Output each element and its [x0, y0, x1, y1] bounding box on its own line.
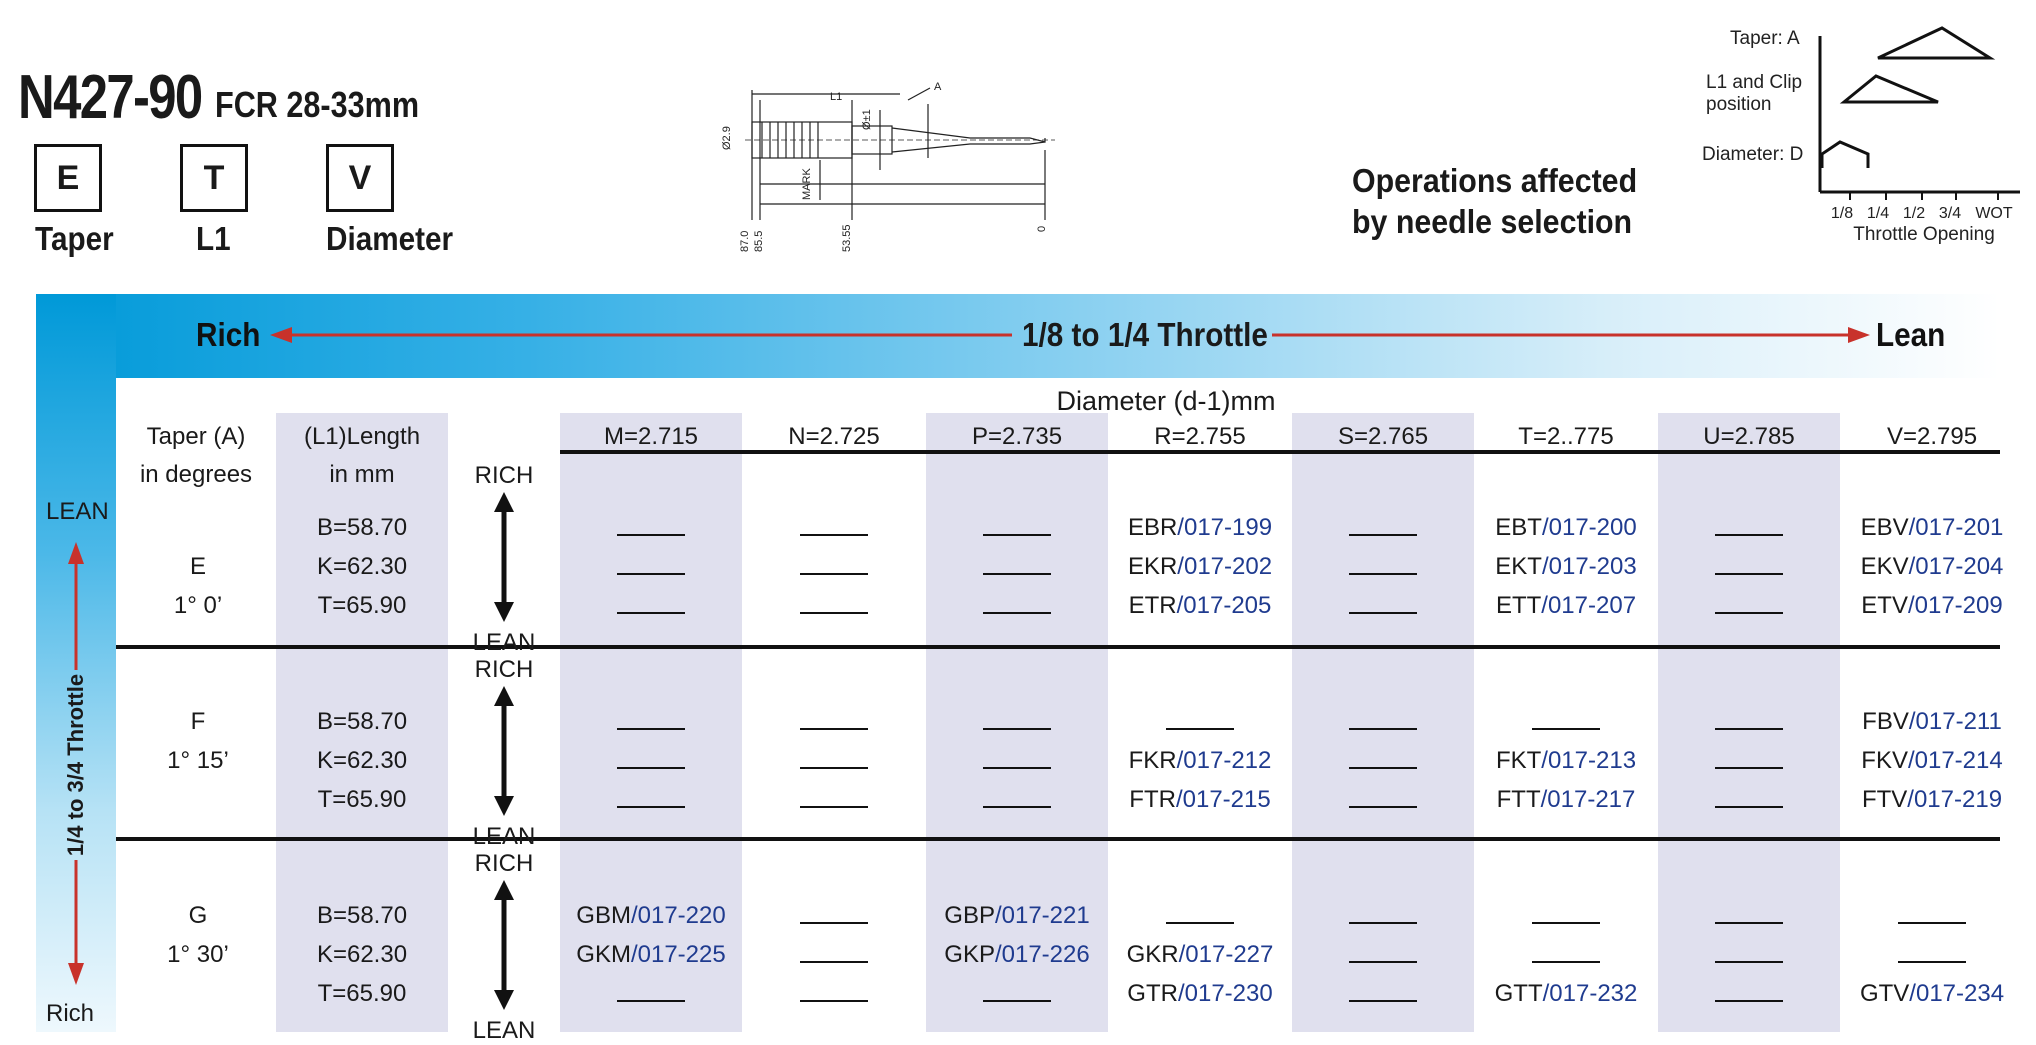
needle-code: GKM [576, 941, 631, 968]
drawing-mark-label: MARK [801, 168, 813, 200]
column-header: M=2.715 [603, 423, 699, 450]
shade-column-p [926, 413, 1108, 1032]
column-header: P=2.735 [971, 423, 1063, 450]
needle-code: GTR [1127, 980, 1178, 1007]
part-number: /017-203 [1541, 553, 1637, 580]
no-needle-dash [1715, 573, 1783, 575]
taper-header-2: in degrees [139, 461, 253, 488]
part-number: /017-202 [1177, 553, 1273, 580]
no-needle-dash [1715, 534, 1783, 536]
lean-label: LEAN [472, 823, 536, 850]
no-needle-dash [1166, 922, 1234, 924]
length-value: T=65.90 [317, 786, 407, 813]
rich-lean-arrow [489, 686, 519, 816]
no-needle-dash [983, 1000, 1051, 1002]
needle-code-cell [1128, 514, 1272, 542]
needle-code: FKT [1495, 747, 1542, 774]
no-needle-dash [983, 767, 1051, 769]
length-value: K=62.30 [316, 553, 408, 580]
no-needle-dash [800, 573, 868, 575]
ops-diameter-label: Diameter: D [1702, 144, 1804, 165]
no-needle-dash [983, 806, 1051, 808]
drawing-l1-label: L1 [830, 91, 843, 103]
group-divider-2 [116, 837, 2000, 841]
needle-code-cell [1495, 514, 1636, 542]
drawing-dim-870: 87.0 [739, 230, 751, 252]
no-needle-dash [800, 1000, 868, 1002]
part-number: /017-227 [1178, 941, 1274, 968]
needle-code-cell [1495, 980, 1638, 1008]
taper-header-1: Taper (A) [146, 423, 246, 450]
needle-code: FTR [1129, 786, 1176, 813]
needle-code: FTV [1861, 786, 1908, 813]
column-header: R=2.755 [1154, 423, 1246, 450]
drawing-diameter-a: Ø2.9 [721, 126, 733, 150]
rich-lean-arrow [489, 492, 519, 622]
part-number: /017-209 [1907, 592, 2003, 619]
needle-code: ETR [1128, 592, 1177, 619]
needle-code: GKR [1126, 941, 1179, 968]
needle-code: EKV [1860, 553, 1909, 580]
length-value: K=62.30 [316, 941, 408, 968]
drawing-dim-0: 0 [1036, 225, 1048, 232]
part-number: /017-230 [1177, 980, 1273, 1007]
length-value: B=58.70 [316, 708, 408, 735]
l1-code-box: T [180, 144, 248, 212]
no-needle-dash [1349, 806, 1417, 808]
part-number: /017-204 [1908, 553, 2004, 580]
no-needle-dash [1349, 728, 1417, 730]
band-throttle-title: 1/8 to 1/4 Throttle [1022, 316, 1268, 353]
taper-degrees: 1° 30’ [167, 941, 229, 968]
no-needle-dash [1532, 922, 1600, 924]
ops-tick-1: 1/8 [1830, 205, 1854, 222]
needle-code: FTT [1496, 786, 1541, 813]
needle-code: FKV [1861, 747, 1908, 774]
column-header: V=2.795 [1886, 423, 1978, 450]
part-number: /017-207 [1541, 592, 1637, 619]
operations-title-line2: by needle selection [1352, 203, 1633, 240]
part-number: /017-225 [630, 941, 726, 968]
no-needle-dash [800, 961, 868, 963]
ops-tick-3: 1/2 [1902, 205, 1926, 222]
no-needle-dash [1349, 612, 1417, 614]
length-value: B=58.70 [316, 514, 408, 541]
no-needle-dash [1898, 922, 1966, 924]
band-side-rich: Rich [46, 1000, 95, 1027]
needle-code-cell [1496, 747, 1636, 775]
drawing-a-mark: A [934, 81, 942, 93]
part-number: /017-211 [1908, 708, 2002, 735]
no-needle-dash [1349, 961, 1417, 963]
no-needle-dash [617, 728, 685, 730]
needle-code-cell [1127, 980, 1272, 1008]
needle-code: EKT [1495, 553, 1542, 580]
needle-code-cell [1861, 514, 2004, 542]
part-number: /017-234 [1909, 980, 2005, 1007]
no-needle-dash [1715, 767, 1783, 769]
lean-label: LEAN [472, 629, 536, 656]
no-needle-dash [800, 922, 868, 924]
no-needle-dash [617, 767, 685, 769]
part-number: /017-199 [1177, 514, 1273, 541]
needle-code-cell [576, 902, 725, 930]
part-number: /017-215 [1175, 786, 1271, 813]
needle-code: GBM [576, 902, 631, 929]
rich-label: RICH [474, 850, 534, 877]
band-rich-label: Rich [196, 316, 261, 353]
no-needle-dash [1532, 728, 1600, 730]
needle-code: EBV [1860, 514, 1909, 541]
lean-label: LEAN [472, 1017, 536, 1044]
no-needle-dash [617, 612, 685, 614]
no-needle-dash [1715, 806, 1783, 808]
no-needle-dash [1166, 728, 1234, 730]
needle-code-cell [576, 941, 725, 969]
part-number: /017-217 [1540, 786, 1636, 813]
column-header: N=2.725 [788, 423, 880, 450]
no-needle-dash [1898, 961, 1966, 963]
taper-letter: F [190, 708, 206, 735]
no-needle-dash [617, 1000, 685, 1002]
no-needle-dash [617, 573, 685, 575]
taper-code-box: E [34, 144, 102, 212]
needle-code-cell [1129, 786, 1270, 814]
no-needle-dash [983, 534, 1051, 536]
band-side-title: 1/4 to 3/4 Throttle [63, 673, 88, 857]
ops-xlabel: Throttle Opening [1853, 224, 1995, 245]
taper-degrees: 1° 0’ [173, 592, 223, 619]
no-needle-dash [1349, 1000, 1417, 1002]
part-number: /017-214 [1907, 747, 2003, 774]
no-needle-dash [1715, 612, 1783, 614]
needle-code-cell [1129, 592, 1272, 620]
length-value: K=62.30 [316, 747, 408, 774]
no-needle-dash [983, 573, 1051, 575]
rich-label: RICH [474, 462, 534, 489]
needle-code-cell [1861, 747, 2002, 775]
needle-code-cell [1497, 786, 1636, 814]
shade-column-s [1292, 413, 1474, 1032]
needle-code: EKR [1127, 553, 1178, 580]
ops-l1-label-2: position [1706, 94, 1772, 115]
no-needle-dash [617, 806, 685, 808]
ops-tick-4: 3/4 [1938, 205, 1962, 222]
part-number: /017-221 [994, 902, 1090, 929]
needle-code-cell [944, 902, 1089, 930]
shade-column-u [1658, 413, 1840, 1032]
needle-code: GTV [1859, 980, 1910, 1007]
length-value: T=65.90 [317, 592, 407, 619]
shade-column-m [560, 413, 742, 1032]
ops-tick-5: WOT [1975, 205, 2013, 222]
part-number: /017-212 [1176, 747, 1272, 774]
needle-code: FKR [1128, 747, 1177, 774]
column-header: T=2..775 [1518, 423, 1614, 450]
length-header-1: (L1)Length [303, 423, 421, 450]
column-header: S=2.765 [1337, 423, 1429, 450]
needle-code: ETV [1861, 592, 1908, 619]
ops-l1-label-1: L1 and Clip [1706, 72, 1803, 93]
no-needle-dash [1349, 534, 1417, 536]
no-needle-dash [800, 534, 868, 536]
needle-code-cell [944, 941, 1089, 969]
drawing-diameter-b: Ø±1 [861, 109, 873, 130]
drawing-dim-5355: 53.55 [841, 224, 853, 252]
drawing-dim-855: 85.5 [753, 230, 765, 252]
needle-code: GKP [944, 941, 995, 968]
no-needle-dash [800, 728, 868, 730]
part-number: /017-200 [1541, 514, 1637, 541]
band-side-lean: LEAN [46, 498, 109, 525]
taper-degrees: 1° 15’ [167, 747, 229, 774]
needle-code: EBT [1495, 514, 1542, 541]
part-number: /017-201 [1908, 514, 2004, 541]
needle-code-cell [1860, 980, 2004, 1008]
no-needle-dash [1715, 922, 1783, 924]
length-value: B=58.70 [316, 902, 408, 929]
needle-code-cell [1862, 786, 2002, 814]
needle-code-cell [1861, 553, 2004, 581]
no-needle-dash [1532, 961, 1600, 963]
ops-taper-label: Taper: A [1730, 28, 1800, 49]
needle-code-cell [1128, 553, 1272, 581]
no-needle-dash [1349, 922, 1417, 924]
part-number: /017-232 [1542, 980, 1638, 1007]
needle-code: EBR [1127, 514, 1178, 541]
needle-code: GTT [1494, 980, 1543, 1007]
diameter-code-label: Diameter [326, 220, 454, 257]
group-divider-1 [116, 645, 2000, 649]
no-needle-dash [983, 728, 1051, 730]
header-rule [560, 450, 2000, 454]
needle-code-cell [1861, 592, 2002, 620]
no-needle-dash [800, 767, 868, 769]
part-number: /017-220 [630, 902, 726, 929]
needle-code-cell [1129, 747, 1272, 775]
needle-code: FBV [1862, 708, 1909, 735]
no-needle-dash [983, 612, 1051, 614]
length-header-2: in mm [329, 461, 395, 488]
no-needle-dash [800, 612, 868, 614]
no-needle-dash [800, 806, 868, 808]
rich-lean-arrow [489, 880, 519, 1010]
no-needle-dash [1349, 573, 1417, 575]
diameter-code-box: V [326, 144, 394, 212]
part-number: /017-213 [1541, 747, 1637, 774]
column-header: U=2.785 [1703, 423, 1795, 450]
no-needle-dash [1349, 767, 1417, 769]
taper-letter: E [189, 553, 207, 580]
needle-code-cell [1495, 553, 1636, 581]
part-number: /017-205 [1176, 592, 1272, 619]
length-value: T=65.90 [317, 980, 407, 1007]
operations-title-line1: Operations affected [1352, 162, 1638, 199]
l1-code-label: L1 [196, 220, 231, 257]
band-lean-label: Lean [1876, 316, 1946, 353]
model-number: N427-90 [18, 63, 202, 132]
part-number: /017-226 [994, 941, 1090, 968]
needle-code-cell [1496, 592, 1636, 620]
needle-code: ETT [1495, 592, 1542, 619]
diameter-title: Diameter (d-1)mm [1056, 386, 1276, 416]
no-needle-dash [617, 534, 685, 536]
taper-letter: G [188, 902, 208, 929]
no-needle-dash [1715, 1000, 1783, 1002]
needle-code: GBP [944, 902, 995, 929]
no-needle-dash [1715, 961, 1783, 963]
ops-tick-2: 1/4 [1866, 205, 1890, 222]
carburetor-size: FCR 28-33mm [215, 84, 420, 125]
taper-code-label: Taper [35, 220, 114, 257]
no-needle-dash [1715, 728, 1783, 730]
rich-label: RICH [474, 656, 534, 683]
part-number: /017-219 [1907, 786, 2003, 813]
needle-code-cell [1127, 941, 1274, 969]
needle-code-cell [1862, 708, 2002, 736]
